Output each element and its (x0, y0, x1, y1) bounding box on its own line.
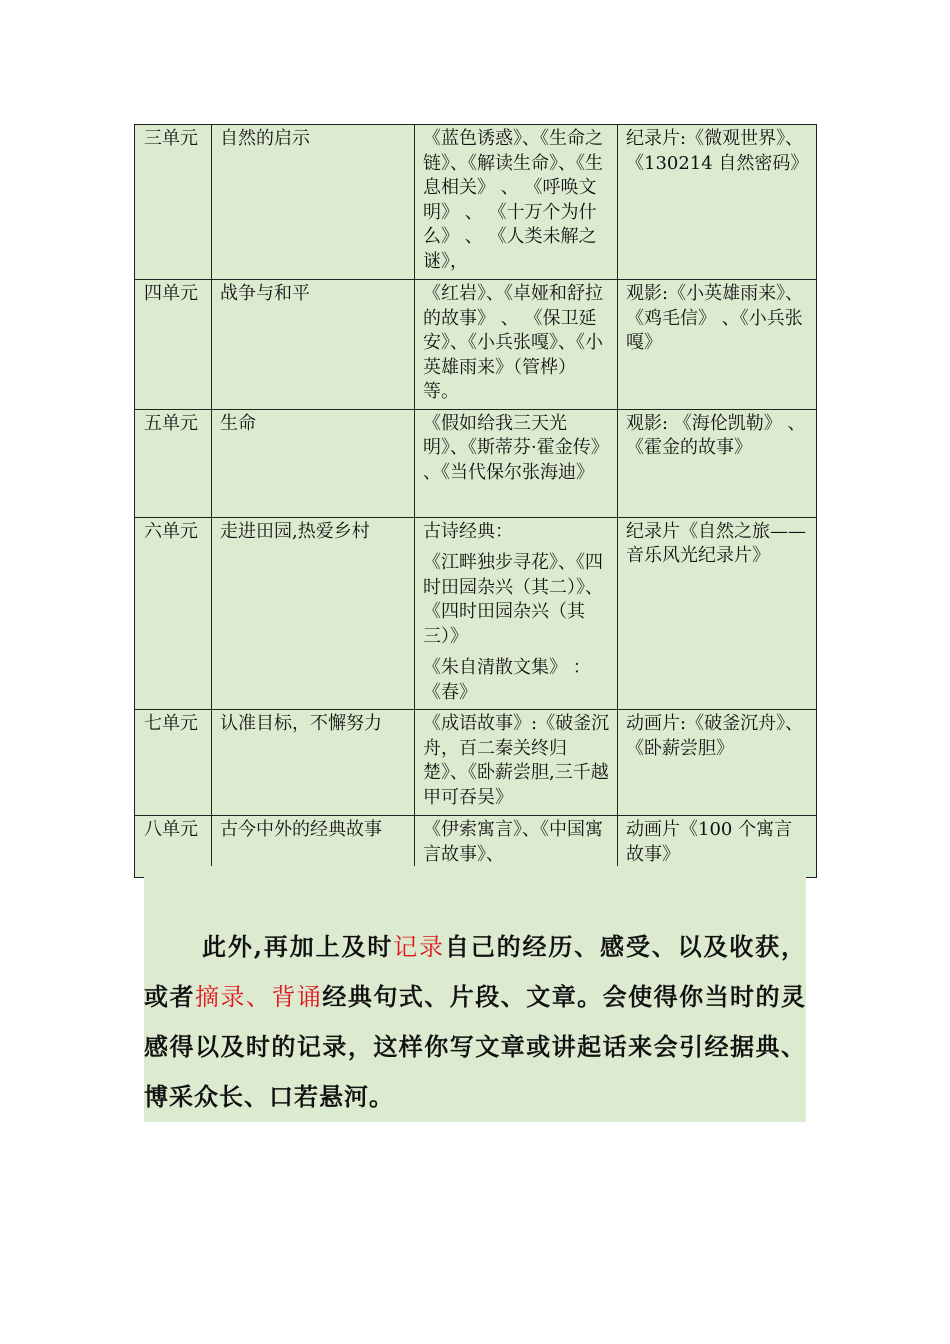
books-cell (415, 710, 618, 816)
table-row (135, 280, 817, 410)
book-list-text: 《假如给我三天光明》、《斯蒂芬·霍金传》 、《当代保尔张海迪》 (423, 412, 609, 483)
book-list-text: 《成语故事》:《破釜沉舟，百二秦关终归楚》、《卧薪尝胆,三千越甲可吞吴》 (423, 713, 610, 808)
table-row (135, 710, 817, 816)
book-list-text: 《红岩》、《卓娅和舒拉的故事》 、 《保卫延安》、《小兵张嘎》、《小英雄雨来》（管桦）等。 (423, 283, 603, 402)
theme-cell: 古今中外的经典故事 (212, 816, 415, 878)
unit-cell: 四单元 (135, 280, 212, 410)
unit-cell: 六单元 (135, 517, 212, 710)
media-cell: 动画片《100 个寓言故事》 (618, 816, 817, 878)
media-cell: 观影:《小英雄雨来》、《鸡毛信》 、《小兵张嘎》 (618, 280, 817, 410)
books-cell (415, 280, 618, 410)
theme-cell: 战争与和平 (212, 280, 415, 410)
note-paragraph-box (144, 866, 806, 1122)
book-list-text: 古诗经典： (423, 520, 513, 542)
table-row (135, 517, 817, 710)
book-list-text: 《伊索寓言》、《中国寓言故事》、 (423, 819, 603, 865)
media-cell: 纪录片《自然之旅——音乐风光纪录片》 (618, 517, 817, 710)
theme-cell: 生命 (212, 409, 415, 517)
paragraph-segment: 此外,再加上及时 (202, 932, 394, 961)
books-cell (415, 125, 618, 280)
table-row (135, 409, 817, 517)
paragraph-segment: 自己的经历、感受、以及收获，或者 (144, 932, 807, 1011)
unit-cell: 七单元 (135, 710, 212, 816)
theme-cell: 走进田园,热爱乡村 (212, 517, 415, 710)
theme-cell: 认准目标，不懈努力 (212, 710, 415, 816)
paragraph-segment: 经典句式、片段、文章。会使得你当时的灵感得以及时的记录，这样你写文章或讲起话来会引经据典、博采众长、口若悬河。 (144, 982, 807, 1111)
theme-cell: 自然的启示 (212, 125, 415, 280)
highlight-segment-excerpt-recite: 摘录、背诵 (194, 983, 323, 1011)
reading-plan-table (134, 124, 817, 878)
books-cell (415, 517, 618, 710)
media-cell: 动画片:《破釜沉舟》、《卧薪尝胆》 (618, 710, 817, 816)
media-cell: 纪录片:《微观世界》、《130214 自然密码》 (618, 125, 817, 280)
unit-cell: 三单元 (135, 125, 212, 280)
highlight-segment-record: 记录 (393, 933, 445, 961)
book-list-text: 《蓝色诱惑》、《生命之链》、《解读生命》、《生息相关》 、 《呼唤文明》 、 《十万个为什么》 、 《人类未解之谜》， (423, 128, 603, 272)
books-cell (415, 409, 618, 517)
book-list-text: 《江畔独步寻花》、《四时田园杂兴（其二）》、《四时田园杂兴（其三）》 (423, 552, 603, 647)
note-paragraph (144, 922, 806, 1122)
unit-cell: 五单元 (135, 409, 212, 517)
unit-cell: 八单元 (135, 816, 212, 878)
media-cell: 观影: 《海伦凯勒》 、《霍金的故事》 (618, 409, 817, 517)
book-list-text: 《朱自清散文集》 ：《春》 (423, 657, 591, 703)
table-row (135, 125, 817, 280)
